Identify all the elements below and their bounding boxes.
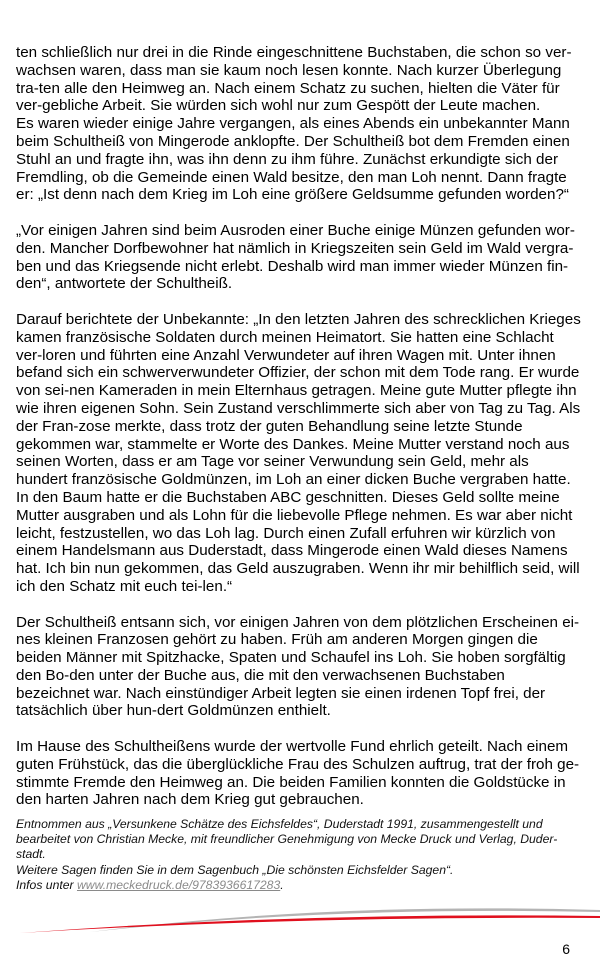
paragraph: Es waren wieder einige Jahre vergangen, als eines Abends ein unbekannter Mann beim Schultheiß von Mingerode anklopfte. Der Schultheiß bot dem Fremden einen Stuhl an und fragte ihn, was ihn denn zu ihm führe. Zunächst erkundigte sich der Fremdling, ob die Gemeinde einen Wald besitze, den man Loh nennt. Dann fragte er: „Ist denn nach dem Krieg im Loh eine größere Geldsumme gefunden worden?“ xyxy=(16,115,570,204)
paragraph: Darauf berichtete der Unbekannte: „In den letzten Jahren des schrecklichen Krieges kamen französische Soldaten durch meinen Heimatort. Sie hatten eine Schlacht ver-loren und führten eine Anzahl Verwundeter auf ihren Wagen mit. Unter ihnen befand sich ein schwerverwundeter Offizier, der schon mit dem Tode rang. Er wurde von sei-nen Kameraden in mein Elternhaus getragen. Meine gute Mutter pflegte ihn wie ihren eigenen Sohn. Sein Zustand verschlimmerte sich aber von Tag zu Tag. Als der Fran-zose merkte, dass trotz der guten Behandlung seine letzte Stunde gekommen war, stammelte er Worte des Dankes. Meine Mutter verstand noch aus seinen Worten, dass er am Tage vor seiner Verwundung sein Geld, mehr als hundert französische Goldmünzen, im Loh an einer dicken Buche vergraben hatte. In den Baum hatte er die Buchstaben ABC geschnitten. Dieses Geld sollte meine Mutter ausgraben und als Lohn für die liebevolle Pflege nehmen. Es war aber nicht leicht, festzustellen, wo das Loh lag. Durch einen Zufall erfuhren wir kürzlich von einem Handelsmann aus Duderstadt, dass Mingerode einen Wald dieses Namens hat. Ich bin nun gekommen, das Geld auszugraben. Wenn ihr mir behilflich seid, will ich den Schatz mit euch tei-len.“ xyxy=(16,310,581,595)
paragraph: „Vor einigen Jahren sind beim Ausroden einer Buche einige Münzen gefunden wor-den. Mancher Dorfbewohner hat nämlich in Kriegszeiten sein Geld im Wald vergra-ben und das Kriegsende nicht erlebt. Deshalb wird man immer wieder Münzen fin-den“, antwortete der Schultheiß. xyxy=(16,221,575,293)
publisher-link[interactable]: www.meckedruck.de/9783936617283 xyxy=(76,877,281,892)
source-footnote xyxy=(16,817,576,893)
swoosh-grey-stroke xyxy=(90,908,600,932)
main-text xyxy=(16,44,582,809)
swoosh-red-stroke xyxy=(20,915,600,933)
paragraph: Im Hause des Schultheißens wurde der wertvolle Fund ehrlich geteilt. Nach einem guten Frühstück, das die überglückliche Frau des Schulzen auftrug, trat der froh ge-stimmte Fremde den Heimweg an. Die beiden Familien konnten die Goldstücke in den harten Jahren nach dem Krieg gut gebrauchen. xyxy=(16,738,580,809)
paragraph: ten schließlich nur drei in die Rinde eingeschnittene Buchstaben, die schon so ver-wachsen waren, dass man sie kaum noch lesen konnte. Nach kurzer Überlegung tra-ten alle den Heimweg an. Nach einem Schatz zu suchen, hielten die Väter für ver-gebliche Arbeit. Sie würden sich wohl nur zum Gespött der Leute machen. xyxy=(16,44,572,115)
footnote-info-suffix: . xyxy=(280,877,284,892)
footnote-info-prefix: Infos unter xyxy=(16,877,77,892)
decorative-swoosh xyxy=(0,896,600,936)
footnote-source: Entnommen aus „Versunkene Schätze des Eichsfeldes“, Duderstadt 1991, zusammengestellt und bearbeitet von Christian Mecke, mit freundlicher Genehmigung von Mecke Druck und Verlag, Duder-stadt. xyxy=(16,817,558,862)
footnote-more: Weitere Sagen finden Sie in dem Sagenbuch „Die schönsten Eichsfelder Sagen“. xyxy=(16,862,454,877)
page-number: 6 xyxy=(562,941,570,957)
footnote-info xyxy=(16,878,576,893)
paragraph: Der Schultheiß entsann sich, vor einigen Jahren von dem plötzlichen Erscheinen ei-nes kleinen Franzosen gehört zu haben. Früh am anderen Morgen gingen die beiden Männer mit Spitzhacke, Spaten und Schaufel ins Loh. Sie hoben sorgfältig den Bo-den unter der Buche aus, die mit den verwachsenen Buchstaben bezeichnet war. Nach einstündiger Arbeit legten sie einen irdenen Topf frei, der tatsächlich über hun-dert Goldmünzen enthielt. xyxy=(16,613,580,720)
